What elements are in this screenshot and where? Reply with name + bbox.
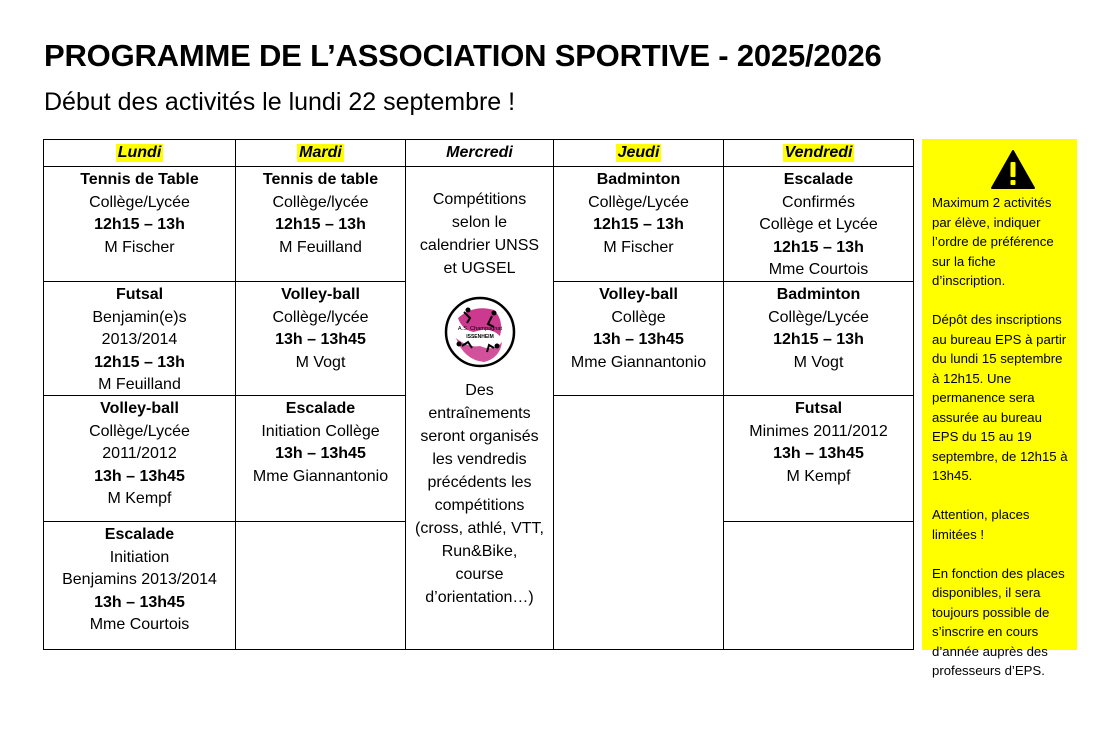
warning-icon [990, 149, 1036, 190]
association-logo [444, 296, 516, 368]
mercredi-training-text [415, 379, 544, 609]
activity-name: Futsal [115, 286, 164, 303]
activity-group-detail: Collège et Lycée [759, 216, 878, 234]
activity-group: Collège [611, 308, 666, 326]
text-line: Compétitions [432, 191, 527, 208]
activity-time: 13h – 13h45 [275, 445, 366, 463]
activity-name: Tennis de Table [80, 171, 199, 188]
text-line: Des [465, 382, 494, 399]
text-line: entraînements [428, 405, 531, 422]
activity-name: Volley-ball [100, 400, 179, 417]
activity-group: Collège/lycée [272, 308, 369, 326]
notice-paragraph: En fonction des places disponibles, il sera toujours possible de s’inscrire en cours d’année auprès des professeurs d’EPS. [932, 565, 1065, 678]
activity-name: Volley-ball [599, 286, 678, 303]
activity-group: Minimes 2011/2012 [749, 422, 888, 440]
activity-time: 12h15 – 13h [94, 216, 185, 234]
slot-mardi-1 [236, 167, 406, 282]
activity-group: Collège/Lycée [768, 308, 869, 326]
activity-group-detail: 2013/2014 [101, 331, 178, 349]
text-line: calendrier UNSS [419, 237, 540, 254]
text-line: compétitions [434, 497, 525, 514]
text-line: seront organisés [420, 428, 539, 445]
activity-teacher: M Vogt [295, 353, 346, 371]
schedule-table [43, 139, 914, 650]
activity-teacher: M Vogt [793, 353, 844, 371]
slot-jeudi-2 [554, 282, 724, 396]
slot-lundi-2 [43, 282, 236, 396]
activity-teacher: Mme Giannantonio [570, 353, 707, 371]
activity-name: Volley-ball [281, 286, 360, 303]
activity-group-detail: 2011/2012 [102, 445, 177, 463]
slot-mardi-3 [236, 396, 406, 522]
activity-time: 12h15 – 13h [94, 353, 185, 371]
text-line: d’orientation…) [425, 589, 534, 606]
slot-mardi-empty [236, 522, 406, 650]
text-line: et UGSEL [443, 260, 516, 277]
header-mercredi [406, 139, 554, 167]
activity-name: Escalade [285, 400, 356, 417]
slot-vendredi-3 [724, 396, 914, 522]
header-lundi [43, 139, 236, 167]
activity-name: Escalade [783, 171, 854, 188]
activity-group: Initiation [109, 548, 170, 566]
activity-time: 13h – 13h45 [275, 331, 366, 349]
day-label-lundi: Lundi [117, 144, 162, 161]
logo-text-name: A.S. Champagnat [457, 326, 502, 332]
header-vendredi [724, 139, 914, 167]
text-line: selon le [451, 214, 508, 231]
activity-teacher: Mme Giannantonio [252, 467, 389, 485]
activity-teacher: Mme Courtois [768, 261, 869, 279]
text-line: (cross, athlé, VTT, [415, 520, 544, 537]
logo-text-town: ISSENHEIM [465, 334, 494, 340]
day-label-mercredi: Mercredi [446, 144, 513, 161]
day-label-jeudi: Jeudi [617, 144, 660, 161]
activity-time: 13h – 13h45 [593, 331, 684, 349]
day-label-vendredi: Vendredi [784, 144, 853, 161]
activity-time: 13h – 13h45 [94, 593, 185, 611]
activity-group: Collège/lycée [272, 193, 369, 211]
activity-time: 12h15 – 13h [773, 331, 864, 349]
activity-time: 12h15 – 13h [773, 238, 864, 256]
activity-teacher: M Feuilland [279, 238, 362, 256]
header-jeudi [554, 139, 724, 167]
text-line: course [455, 566, 504, 583]
slot-mercredi [406, 167, 554, 650]
slot-jeudi-1 [554, 167, 724, 282]
text-line: Run&Bike, [441, 543, 518, 560]
page-subtitle: Début des activités le lundi 22 septembre ! [44, 88, 516, 116]
activity-teacher: Mme Courtois [89, 616, 190, 634]
slot-vendredi-empty [724, 522, 914, 650]
slot-jeudi-empty [554, 396, 724, 650]
activity-name: Tennis de table [262, 171, 379, 188]
slot-vendredi-1 [724, 167, 914, 282]
slot-lundi-3 [43, 396, 236, 522]
notice-paragraph: Maximum 2 activités par élève, indiquer l’ordre de préférence sur la fiche d’inscription. [932, 195, 1054, 288]
mercredi-competitions-text [420, 188, 539, 280]
activity-teacher: M Fischer [603, 238, 674, 256]
notice-paragraph: Dépôt des inscriptions au bureau EPS à partir du lundi 15 septembre à 12h15. Une permanence sera assurée au bureau EPS du 15 au 19 septembre, de 12h15 à 13h45. [932, 312, 1068, 483]
slot-vendredi-2 [724, 282, 914, 396]
activity-group-detail: Benjamins 2013/2014 [62, 571, 217, 589]
notice-panel [922, 139, 1077, 678]
page-title: PROGRAMME DE L’ASSOCIATION SPORTIVE - 2025/2026 [44, 38, 882, 73]
activity-teacher: M Feuilland [98, 376, 181, 394]
activity-time: 12h15 – 13h [593, 216, 684, 234]
activity-group: Collège/Lycée [89, 422, 190, 440]
activity-time: 13h – 13h45 [773, 445, 864, 463]
activity-time: 12h15 – 13h [275, 216, 366, 234]
slot-lundi-4 [43, 522, 236, 650]
header-mardi [236, 139, 406, 167]
notice-paragraph: Attention, places limitées ! [932, 507, 1030, 542]
text-line: les vendredis [432, 451, 527, 468]
activity-teacher: M Kempf [786, 467, 851, 485]
activity-name: Escalade [104, 526, 175, 543]
activity-group: Collège/Lycée [588, 193, 689, 211]
activity-group: Collège/Lycée [89, 193, 190, 211]
activity-name: Badminton [776, 286, 861, 303]
activity-group: Initiation Collège [261, 422, 380, 440]
text-line: précédents les [427, 474, 532, 491]
activity-time: 13h – 13h45 [94, 467, 185, 485]
activity-group: Benjamin(e)s [92, 308, 187, 326]
day-label-mardi: Mardi [299, 144, 342, 161]
slot-lundi-1 [43, 167, 236, 282]
slot-mardi-2 [236, 282, 406, 396]
activity-teacher: M Fischer [104, 238, 175, 256]
activity-teacher: M Kempf [107, 490, 172, 508]
activity-name: Badminton [596, 171, 681, 188]
activity-name: Futsal [794, 400, 843, 417]
activity-group: Confirmés [782, 193, 855, 211]
